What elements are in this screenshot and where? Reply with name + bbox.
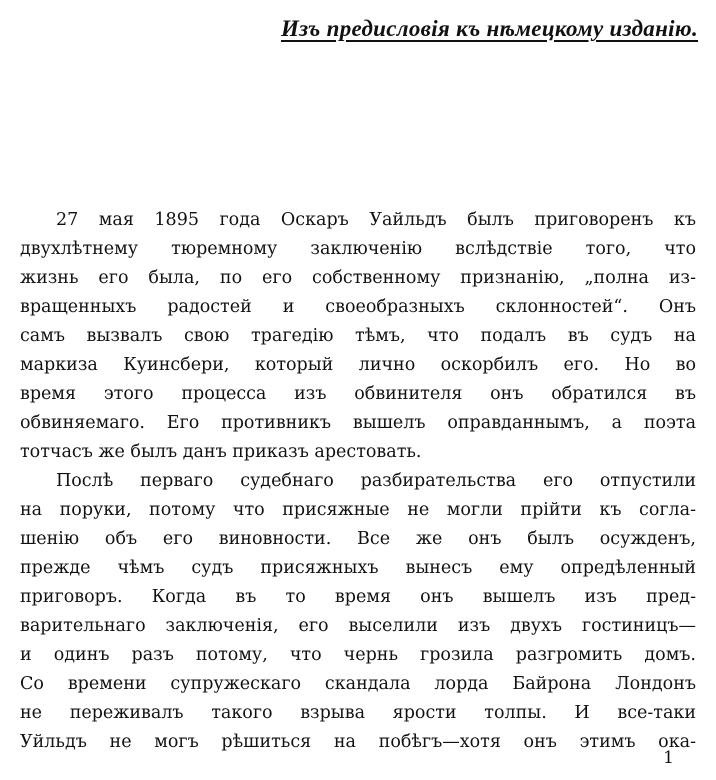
- text-line: маркиза Куинсбери, который лично оскорбилъ его. Но во: [20, 355, 696, 375]
- text-line: Со времени супружескаго скандала лорда Байрона Лондонъ: [20, 674, 696, 694]
- text-line: двухлѣтнему тюремному заключенію вслѣдствіе того, что: [20, 239, 696, 259]
- text-line: вращенныхъ радостей и своеобразныхъ склонностей“. Онъ: [20, 297, 696, 317]
- text-line: и одинъ разъ потому, что чернь грозила разгромить домъ.: [20, 645, 696, 665]
- text-line: варительнаго заключенія, его выселили изъ двухъ гостиницъ—: [20, 616, 696, 636]
- text-line: Послѣ перваго судебнаго разбирательства его отпустили: [56, 471, 696, 491]
- text-line: самъ вызвалъ свою трагедію тѣмъ, что подалъ въ судъ на: [20, 326, 696, 346]
- text-line: приговоръ. Когда въ то время онъ вышелъ изъ пред-: [20, 587, 696, 607]
- text-line: прежде чѣмъ судъ присяжныхъ вынесъ ему опредѣленный: [20, 558, 696, 578]
- text-line: на поруки, потому что присяжные не могли прійти къ согла-: [20, 500, 696, 520]
- text-line: время этого процесса изъ обвинителя онъ обратился въ: [20, 384, 696, 404]
- text-line: тотчасъ же былъ данъ приказъ арестовать.: [20, 442, 422, 462]
- page-number: 1: [663, 748, 674, 768]
- text-line: 27 мая 1895 года Оскаръ Уайльдъ былъ приговоренъ къ: [56, 210, 696, 230]
- body-text: [20, 206, 696, 757]
- text-line: шенію объ его виновности. Все же онъ былъ осужденъ,: [20, 529, 696, 549]
- text-line: обвиняемаго. Его противникъ вышелъ оправданнымъ, а поэта: [20, 413, 696, 433]
- text-line: не переживалъ такого взрыва ярости толпы. И все-таки: [20, 703, 696, 723]
- text-line: жизнь его была, по его собственному признанію, „полна из-: [20, 268, 696, 288]
- text-line: Уйльдъ не могъ рѣшиться на побѣгъ—хотя онъ этимъ ока-: [20, 732, 696, 752]
- section-heading: Изъ предисловія къ нѣмецкому изданію.: [280, 16, 698, 41]
